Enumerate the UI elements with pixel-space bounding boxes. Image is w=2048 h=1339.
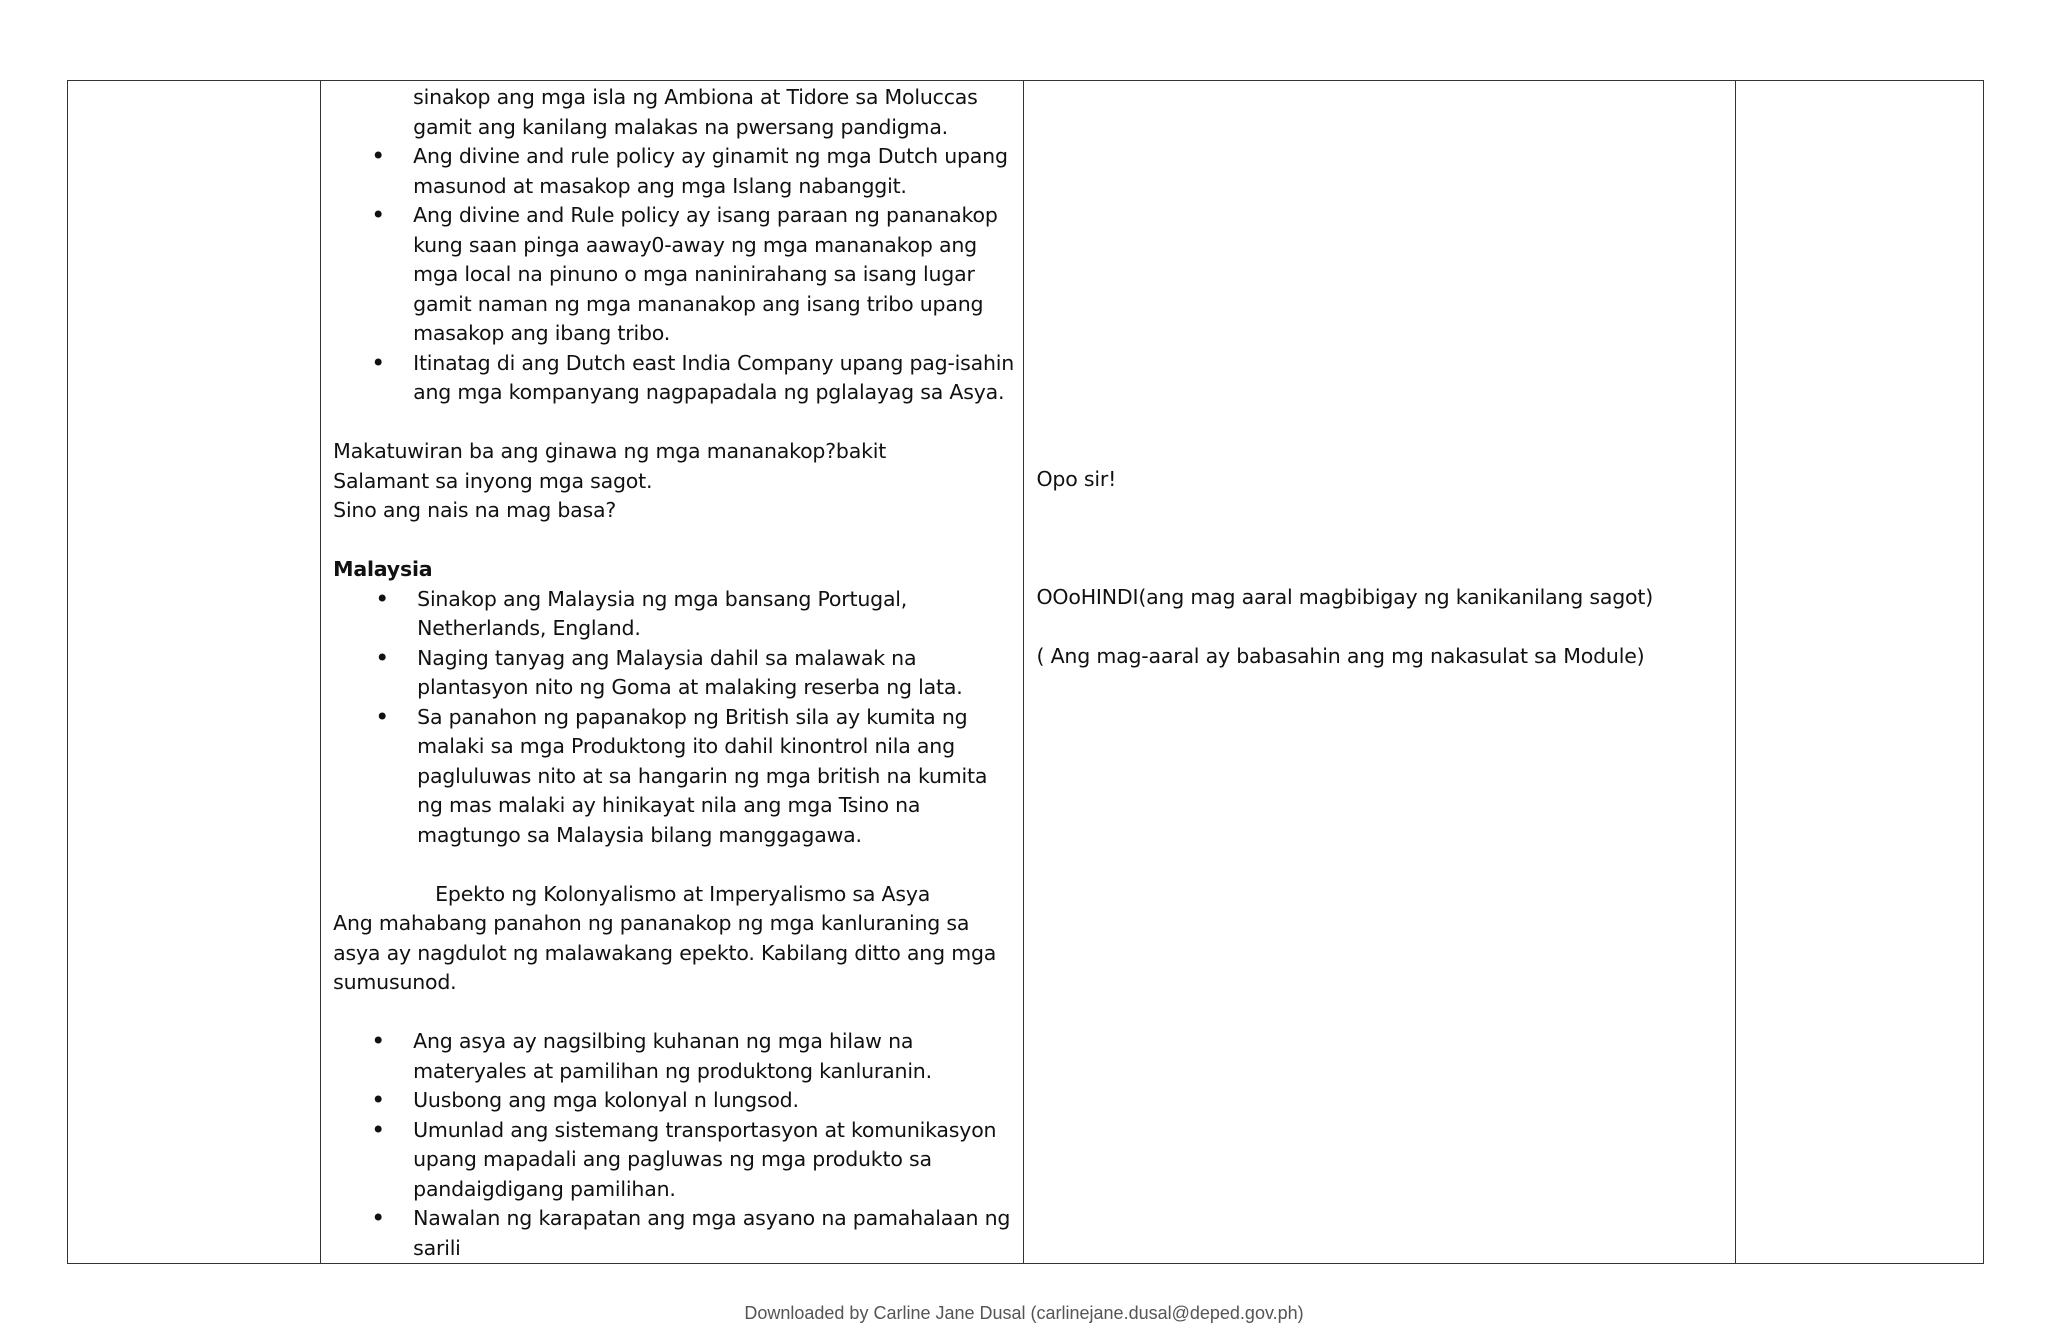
effects-intro-text: Ang mahabang panahon ng pananakop ng mga kanluraning sa asya ay nagdulot ng malawakang epekto. Kabilang ditto ang mga sumusunod. (333, 911, 997, 994)
list-item: sinakop ang mga isla ng Ambiona at Tidore sa Moluccas gamit ang kanilang malakas na pwersang pandigma. (413, 85, 978, 139)
lesson-plan-table (67, 80, 1984, 1264)
list-item: • Sa panahon ng papanakop ng British sila ay kumita ng malaki sa mga Produktong ito dahil kinontrol nila ang pagluluwas nito at sa hangarin ng mga british na kumita ng mas malaki ay hinikayat nila ang mga Tsino na magtungo sa Malaysia bilang manggagawa. (333, 703, 1015, 851)
reading-response: ( Ang mag-aaral ay babasahin ang mg nakasulat sa Module) (1036, 644, 1645, 668)
student-activity-text (1024, 81, 1734, 672)
oo-hindi-response: OOoHINDI(ang mag aaral magbibigay ng kanikanilang sagot) (1036, 585, 1654, 609)
list-item: • Naging tanyag ang Malaysia dahil sa malawak na plantasyon nito ng Goma at malaking reserba ng lata. (333, 644, 1015, 703)
list-item: • Sinakop ang Malaysia ng mga bansang Portugal, Netherlands, England. (333, 585, 1015, 644)
question-text: Makatuwiran ba ang ginawa ng mga mananakop?bakit (333, 439, 887, 463)
malaysia-bullet-list (333, 585, 1015, 851)
malaysia-heading: Malaysia (333, 557, 433, 581)
lesson-plan-row (68, 81, 1984, 1264)
list-item: • Nawalan ng karapatan ang mga asyano na pamahalaan ng sarili (333, 1204, 1015, 1263)
effects-bullet-list (333, 1027, 1015, 1263)
who-reads-text: Sino ang nais na mag basa? (333, 498, 617, 522)
list-item: • Itinatag di ang Dutch east India Company upang pag-isahin ang mga kompanyang nagpapadala ng pglalayag sa Asya. (333, 349, 1015, 408)
list-item: • Ang asya ay nagsilbing kuhanan ng mga hilaw na materyales at pamilihan ng produktong kanluranin. (333, 1027, 1015, 1086)
column-1-cell (68, 81, 321, 1264)
student-activity-cell (1024, 81, 1735, 1264)
list-item: • Umunlad ang sistemang transportasyon at komunikasyon upang mapadali ang pagluwas ng mga produkto sa pandaigdigang pamilihan. (333, 1116, 1015, 1205)
teacher-activity-text (321, 81, 1023, 1263)
intro-bullet-list (333, 83, 1015, 408)
list-item: • Uusbong ang mga kolonyal n lungsod. (333, 1086, 1015, 1116)
list-item: • Ang divine and rule policy ay ginamit ng mga Dutch upang masunod at masakop ang mga Islang nabanggit. (333, 142, 1015, 201)
list-item: • Ang divine and Rule policy ay isang paraan ng pananakop kung saan pinga aaway0-away ng mga mananakop ang mga local na pinuno o mga naninirahang sa isang lugar gamit naman ng mga mananakop ang isang tribo upang masakop ang ibang tribo. (333, 201, 1015, 349)
column-4-cell (1735, 81, 1983, 1264)
teacher-activity-cell (321, 81, 1024, 1264)
thanks-text: Salamant sa inyong mga sagot. (333, 468, 653, 493)
download-footer: Downloaded by Carline Jane Dusal (carlinejane.dusal@deped.gov.ph) (744, 1303, 1304, 1323)
opo-response: Opo sir! (1036, 467, 1117, 491)
effects-heading: Epekto ng Kolonyalismo at Imperyalismo sa Asya (435, 881, 931, 906)
